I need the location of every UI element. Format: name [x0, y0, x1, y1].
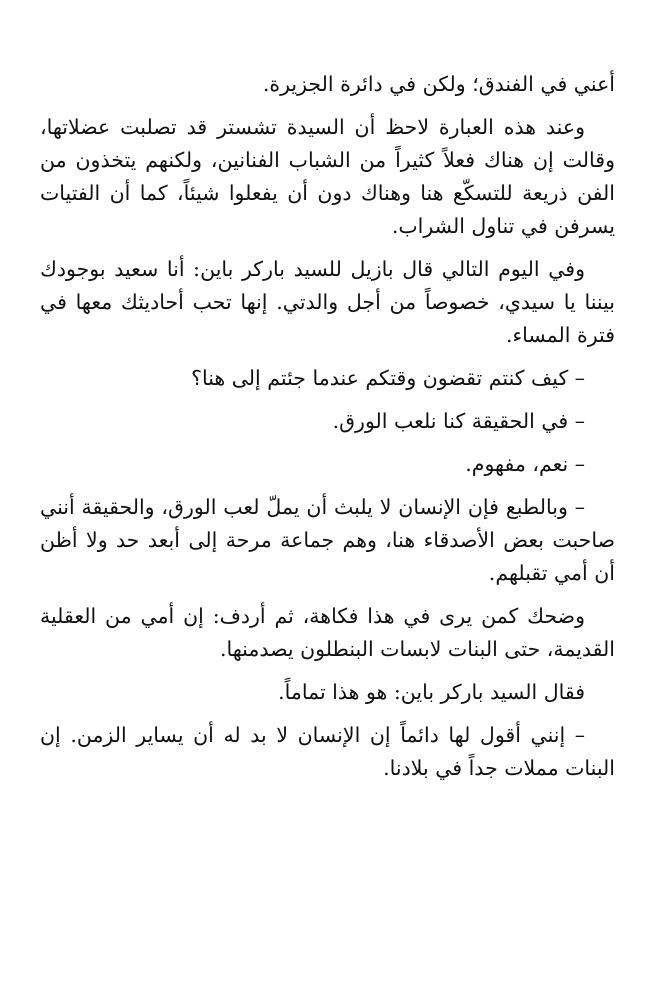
dialog-line-3: – نعم، مفهوم.	[465, 452, 585, 476]
dialog-line-2: – في الحقيقة كنا نلعب الورق.	[332, 409, 585, 433]
paragraph-2: وعند هذه العبارة لاحظ أن السيدة تشستر قد تصلبت عضلاتها، وقالت إن هناك فعلاً كثيراً من الشباب الفنانين، ولكنهم يتخذون من الفن ذريعة للتسكّع هنا وهناك دون أن يفعلوا شيئاً، كما أن الفتيات يسرفن في تناول الشراب.	[40, 115, 615, 238]
paragraph-9: فقال السيد باركر باين: هو هذا تماماً.	[278, 680, 585, 704]
dialog-line-4: – وبالطبع فإن الإنسان لا يلبث أن يملّ لعب الورق، والحقيقة أنني صاحبت بعض الأصدقاء هنا، وهم جماعة مرحة إلى أبعد حد ولا أظن أن أمي تقبلهم.	[40, 495, 615, 585]
paragraph-8: وضحك كمن يرى في هذا فكاهة، ثم أردف: إن أمي من العقلية القديمة، حتى البنات لابسات البنطلون يصدمنها.	[40, 604, 615, 661]
paragraph-1: أعني في الفندق؛ ولكن في دائرة الجزيرة.	[262, 72, 615, 96]
dialog-line-1: – كيف كنتم تقضون وقتكم عندما جئتم إلى هنا؟	[191, 366, 585, 390]
dialog-line-5: – إنني أقول لها دائماً إن الإنسان لا بد له أن يساير الزمن. إن البنات مملات جداً في بلادنا.	[40, 723, 615, 780]
paragraph-3: وفي اليوم التالي قال بازيل للسيد باركر باين: أنا سعيد بوجودك بيننا يا سيدي، خصوصاً من أجل والدتي. إنها تحب أحاديثك معها في فترة المساء.	[40, 257, 615, 347]
